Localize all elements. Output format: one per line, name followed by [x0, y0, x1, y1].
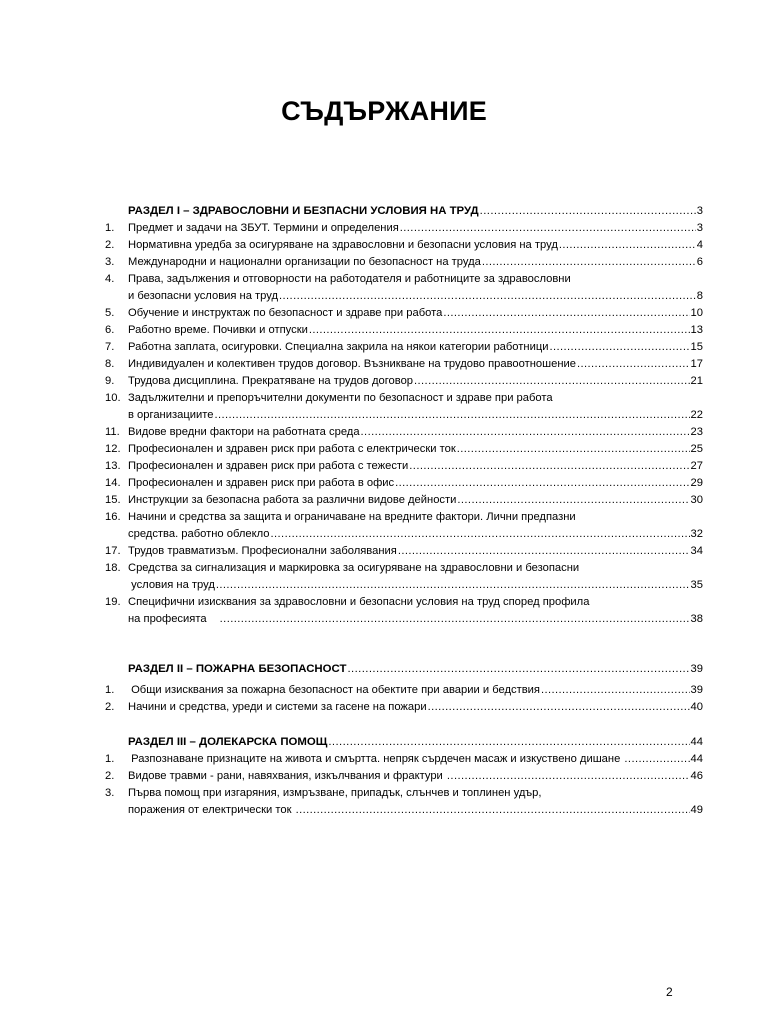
entry-page: 3 — [696, 222, 703, 234]
entry-page: 23 — [690, 426, 703, 438]
leader-dots — [328, 734, 689, 751]
entry-number: 19. — [105, 596, 121, 608]
entry-label-cont: в организациите — [128, 409, 214, 421]
entry-number: 18. — [105, 562, 121, 574]
leader-dots — [271, 526, 690, 543]
entry-label: Международни и национални организации по безопасност на труда — [128, 256, 481, 268]
toc-entry[interactable] — [105, 305, 703, 322]
section-heading-page: 3 — [696, 205, 703, 217]
toc-section-3 — [105, 734, 703, 819]
toc-entry[interactable] — [105, 751, 703, 768]
entry-page: 25 — [690, 443, 703, 455]
entry-label: Начини и средства за защита и ограничаване на вредните фактори. Лични предпазни — [128, 511, 576, 523]
leader-dots — [361, 424, 690, 441]
entry-number: 14. — [105, 477, 121, 489]
entry-number: 2. — [105, 239, 115, 251]
entry-label: Начини и средства, уреди и системи за гасене на пожари — [128, 701, 427, 713]
entry-label: Общи изисквания за пожарна безопасност на обектите при аварии и бедствия — [128, 684, 540, 696]
entry-number: 2. — [105, 770, 115, 782]
leader-dots — [395, 475, 689, 492]
leader-dots — [400, 220, 696, 237]
toc-entry-line-1[interactable] — [105, 785, 703, 802]
page-title: СЪДЪРЖАНИЕ — [281, 96, 487, 126]
entry-label: Трудова дисциплина. Прекратяване на трудов договор — [128, 375, 414, 387]
entry-number: 1. — [105, 222, 115, 234]
leader-dots — [414, 373, 690, 390]
leader-dots — [447, 768, 690, 785]
entry-number: 12. — [105, 443, 121, 455]
leader-dots — [480, 203, 696, 220]
toc-entry[interactable] — [105, 699, 703, 716]
entry-number: 4. — [105, 273, 115, 285]
entry-number: 11. — [105, 426, 120, 438]
toc-entry-line-2[interactable] — [105, 802, 703, 819]
section-heading-label: РАЗДЕЛ II – ПОЖАРНА БЕЗОПАСНОСТ — [128, 663, 347, 675]
entry-page: 46 — [690, 770, 703, 782]
entry-number: 5. — [105, 307, 115, 319]
entry-label: Работно време. Почивки и отпуски — [128, 324, 308, 336]
toc-section-heading[interactable] — [105, 734, 703, 751]
toc-entry[interactable] — [105, 768, 703, 785]
entry-label: Задължителни и препоръчителни документи по безопасност и здраве при работа — [128, 392, 553, 404]
entry-label: Професионален и здравен риск при работа с електрически ток — [128, 443, 456, 455]
entry-number: 17. — [105, 545, 121, 557]
entry-label: Права, задължения и отговорности на работодателя и работниците за здравословни — [128, 273, 571, 285]
section-heading-label: РАЗДЕЛ III – ДОЛЕКАРСКА ПОМОЩ — [128, 736, 328, 748]
entry-page: 30 — [690, 494, 703, 506]
leader-dots — [428, 699, 690, 716]
leader-dots — [550, 339, 690, 356]
entry-number: 1. — [105, 753, 115, 765]
entry-label-cont: и безопасни условия на труд — [128, 290, 279, 302]
entry-label: Първа помощ при изгаряния, измръзване, припадък, слънчев и топлинен удър, — [128, 787, 542, 799]
toc-entry[interactable] — [105, 220, 703, 237]
toc-entry[interactable] — [105, 356, 703, 373]
entry-number: 6. — [105, 324, 115, 336]
toc-entry[interactable] — [105, 373, 703, 390]
entry-page: 8 — [696, 290, 703, 302]
toc-section-1 — [105, 203, 703, 628]
toc-entry[interactable] — [105, 682, 703, 699]
leader-dots — [482, 254, 696, 271]
entry-page: 39 — [690, 684, 703, 696]
toc-entry-line-2[interactable] — [105, 288, 703, 305]
entry-number: 2. — [105, 701, 115, 713]
toc-entry-line-1[interactable] — [105, 560, 703, 577]
section-heading-page: 44 — [690, 736, 703, 748]
leader-dots — [457, 441, 690, 458]
entry-number: 1. — [105, 684, 115, 696]
toc-entry[interactable] — [105, 441, 703, 458]
toc-entry-line-2[interactable] — [105, 526, 703, 543]
entry-label-cont: поражения от електрически ток — [128, 804, 295, 816]
entry-page: 34 — [690, 545, 703, 557]
entry-label: Видове травми - рани, навяхвания, изкълчвания и фрактури — [128, 770, 446, 782]
toc-entry-line-2[interactable] — [105, 577, 703, 594]
entry-number: 13. — [105, 460, 121, 472]
entry-page: 15 — [690, 341, 703, 353]
leader-dots — [443, 305, 689, 322]
leader-dots — [409, 458, 689, 475]
toc-entry[interactable] — [105, 254, 703, 271]
leader-dots — [457, 492, 689, 509]
entry-label-cont: условия на труд — [128, 579, 215, 591]
entry-number: 15. — [105, 494, 121, 506]
toc-entry[interactable] — [105, 492, 703, 509]
entry-page: 21 — [690, 375, 703, 387]
entry-label: Индивидуален и колективен трудов договор. Възникване на трудово правоотношение — [128, 358, 576, 370]
leader-dots — [624, 751, 689, 768]
entry-page: 17 — [690, 358, 703, 370]
toc-entry[interactable] — [105, 237, 703, 254]
toc-section-heading[interactable] — [105, 203, 703, 220]
entry-page: 49 — [690, 804, 703, 816]
entry-label: Разпознаване признаците на живота и смъртта. непряк сърдечен масаж и изкуствено дишане — [128, 753, 624, 765]
entry-page: 44 — [690, 753, 703, 765]
toc-entry[interactable] — [105, 339, 703, 356]
entry-number: 8. — [105, 358, 115, 370]
entry-page: 10 — [690, 307, 703, 319]
section-heading-page: 39 — [690, 663, 703, 675]
entry-page: 38 — [690, 613, 703, 625]
leader-dots — [577, 356, 690, 373]
section-heading-label: РАЗДЕЛ I – ЗДРАВОСЛОВНИ И БЕЗПАСНИ УСЛОВИЯ НА ТРУД — [128, 205, 479, 217]
entry-page: 35 — [690, 579, 703, 591]
leader-dots — [279, 288, 696, 305]
entry-page: 40 — [690, 701, 703, 713]
entry-label: Работна заплата, осигуровки. Специална закрила на някои категории работници — [128, 341, 549, 353]
toc-section-heading[interactable] — [105, 661, 703, 678]
entry-label: Инструкции за безопасна работа за различни видове дейности — [128, 494, 457, 506]
entry-label: Професионален и здравен риск при работа с тежести — [128, 460, 409, 472]
leader-dots — [214, 407, 689, 424]
page-number: 2 — [666, 985, 673, 999]
entry-label: Предмет и задачи на ЗБУТ. Термини и определения — [128, 222, 399, 234]
leader-dots — [559, 237, 696, 254]
toc-entry[interactable] — [105, 322, 703, 339]
entry-number: 9. — [105, 375, 115, 387]
leader-dots — [541, 682, 690, 699]
toc-entry-line-1[interactable] — [105, 271, 703, 288]
leader-dots — [216, 577, 690, 594]
entry-label: Специфични изисквания за здравословни и безопасни условия на труд според профила — [128, 596, 590, 608]
entry-page: 32 — [690, 528, 703, 540]
entry-label: Обучение и инструктаж по безопасност и здраве при работа — [128, 307, 443, 319]
entry-label: Средства за сигнализация и маркировка за осигуряване на здравословни и безопасни — [128, 562, 580, 574]
leader-dots — [398, 543, 690, 560]
entry-page: 22 — [690, 409, 703, 421]
toc-entry[interactable] — [105, 458, 703, 475]
toc-entry-line-1[interactable] — [105, 594, 703, 611]
entry-label-cont: на професията — [128, 613, 210, 625]
entry-label-cont: средства. работно облекло — [128, 528, 270, 540]
toc-entry-line-2[interactable] — [105, 407, 703, 424]
entry-number: 3. — [105, 787, 115, 799]
toc-entry[interactable] — [105, 424, 703, 441]
toc-section-2 — [105, 661, 703, 716]
entry-label: Нормативна уредба за осигуряване на здравословни и безопасни условия на труд — [128, 239, 558, 251]
entry-label: Видове вредни фактори на работната среда — [128, 426, 360, 438]
entry-page: 29 — [690, 477, 703, 489]
leader-dots — [309, 322, 690, 339]
toc-entry-line-1[interactable] — [105, 509, 703, 526]
toc-entry[interactable] — [105, 543, 703, 560]
entry-number: 7. — [105, 341, 115, 353]
leader-dots — [296, 802, 690, 819]
entry-page: 4 — [696, 239, 703, 251]
entry-page: 6 — [696, 256, 703, 268]
leader-dots — [347, 661, 689, 678]
entry-page: 13 — [690, 324, 703, 336]
leader-dots — [220, 611, 690, 628]
entry-number: 3. — [105, 256, 115, 268]
entry-label: Професионален и здравен риск при работа в офис — [128, 477, 395, 489]
entry-number: 16. — [105, 511, 121, 523]
entry-number: 10. — [105, 392, 121, 404]
entry-page: 27 — [690, 460, 703, 472]
toc-entry-line-1[interactable] — [105, 390, 703, 407]
toc-entry-line-2[interactable] — [105, 611, 703, 628]
entry-label: Трудов травматизъм. Професионални заболявания — [128, 545, 397, 557]
toc-entry[interactable] — [105, 475, 703, 492]
